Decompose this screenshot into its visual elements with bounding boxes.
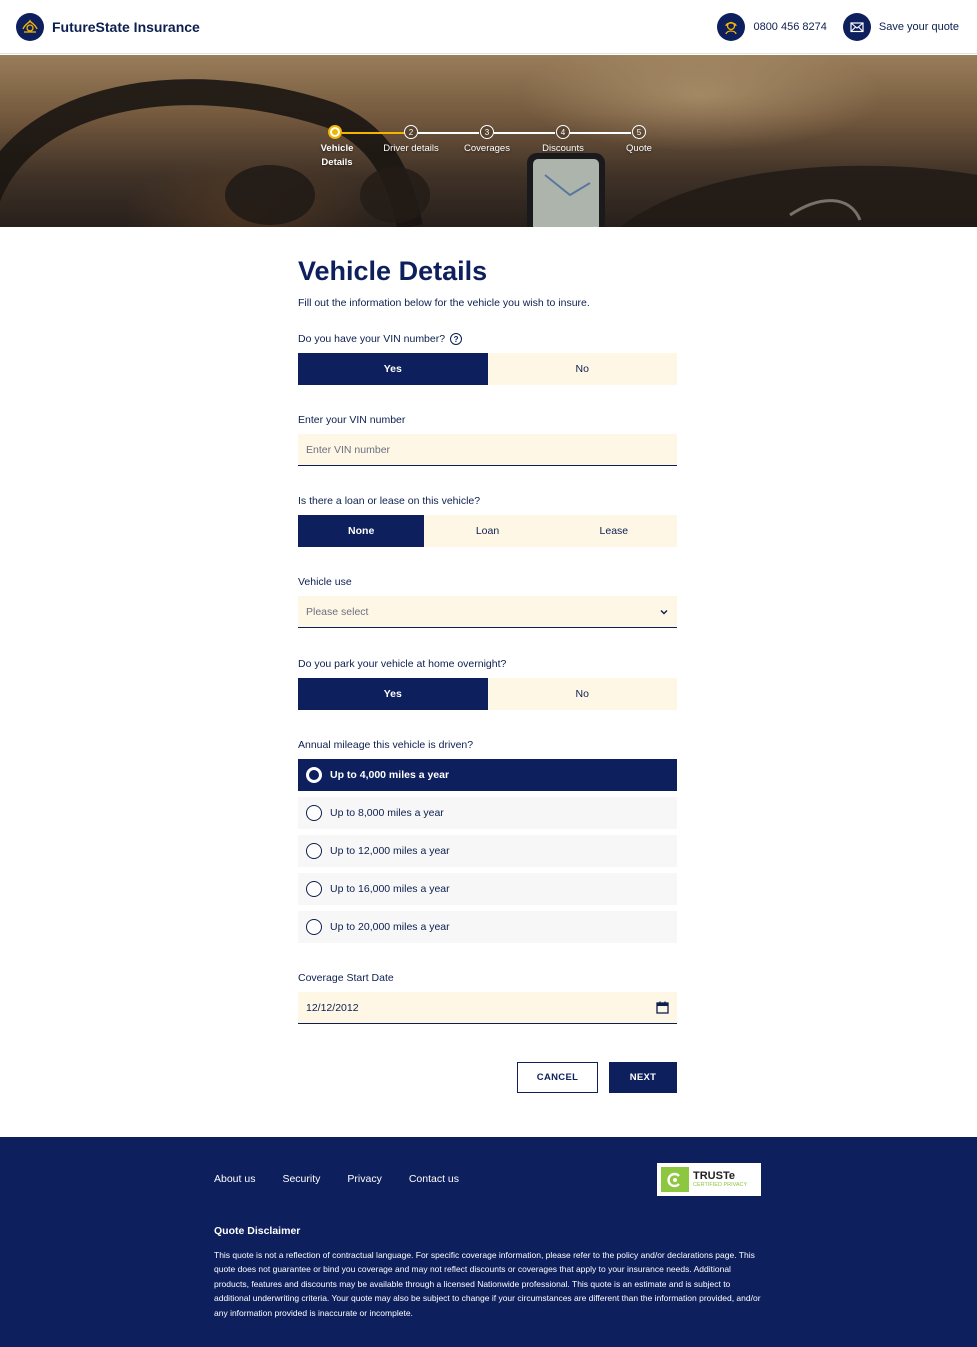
mileage-option-label: Up to 12,000 miles a year: [330, 845, 450, 857]
loan-none-button[interactable]: None: [298, 515, 424, 547]
vin-toggle: [298, 353, 677, 385]
save-quote-label: Save your quote: [878, 21, 959, 33]
step-1-dot[interactable]: [328, 125, 342, 139]
step-3-label: Coverages: [464, 143, 510, 154]
mileage-option-label: Up to 8,000 miles a year: [330, 807, 444, 819]
chevron-down-icon: [659, 607, 669, 617]
truste-name: TRUSTe: [693, 1170, 735, 1182]
mileage-option[interactable]: [298, 911, 677, 943]
save-quote-link[interactable]: [843, 13, 959, 41]
start-date-label: Coverage Start Date: [298, 972, 394, 984]
calendar-icon[interactable]: [656, 1001, 669, 1014]
vehicle-use-label: Vehicle use: [298, 576, 352, 588]
footer-links: [214, 1173, 486, 1185]
vin-label: Enter your VIN number: [298, 414, 406, 426]
loan-lease-button[interactable]: Lease: [599, 525, 629, 537]
step-connector: [342, 132, 404, 134]
vin-input[interactable]: [298, 434, 677, 466]
mileage-option[interactable]: [298, 873, 677, 905]
hero-banner: [0, 55, 977, 227]
start-date-value: 12/12/2012: [306, 1001, 359, 1014]
page-subtitle: Fill out the information below for the vehicle you wish to insure.: [298, 297, 590, 309]
step-4-dot[interactable]: 4: [556, 125, 570, 139]
park-no-button[interactable]: No: [575, 688, 589, 700]
footer-link-security[interactable]: Security: [282, 1173, 321, 1185]
progress-stepper: [320, 125, 660, 175]
help-icon[interactable]: ?: [450, 333, 462, 345]
step-5-label: Quote: [626, 143, 652, 154]
step-connector: [418, 132, 479, 134]
mileage-option-label: Up to 20,000 miles a year: [330, 921, 450, 933]
disclaimer-title: Quote Disclaimer: [214, 1225, 301, 1237]
vin-no-button[interactable]: No: [575, 363, 589, 375]
mileage-option[interactable]: [298, 835, 677, 867]
mileage-option-label: Up to 16,000 miles a year: [330, 883, 450, 895]
step-3-dot[interactable]: 3: [480, 125, 494, 139]
disclaimer-text: This quote is not a reflection of contractual language. For specific coverage information, please refer to the policy and/or declarations page. This quote does not guarantee or bind you coverage and may not reflect discounts or coverages that apply to your insurance needs. Additional products, features and discounts may be available through a licensed Nationwide professional. This quote is an estimate and is subject to additional underwriting criteria. Your quote may also be subject to change if your circumstances are different than the information provided, and/or any information provided is inaccurate or incomplete.: [214, 1250, 761, 1318]
mileage-option-label: Up to 4,000 miles a year: [330, 769, 450, 781]
loan-loan-button[interactable]: Loan: [475, 525, 500, 537]
site-header: [0, 0, 977, 54]
start-date-input[interactable]: [298, 992, 677, 1024]
radio-icon: [306, 843, 322, 859]
cancel-button[interactable]: CANCEL: [517, 1062, 598, 1093]
vehicle-details-form: [298, 256, 677, 1083]
mileage-option[interactable]: [298, 759, 677, 791]
step-connector: [570, 132, 631, 134]
phone-link[interactable]: [717, 13, 826, 41]
brand[interactable]: [16, 13, 200, 41]
vin-question: [298, 333, 462, 345]
envelope-icon: [843, 13, 871, 41]
step-5-dot[interactable]: 5: [632, 125, 646, 139]
vin-question-text: Do you have your VIN number?: [298, 333, 446, 345]
brand-name: FutureState Insurance: [52, 19, 200, 35]
footer-link-privacy[interactable]: Privacy: [347, 1173, 382, 1185]
loan-toggle: [298, 515, 677, 547]
step-4-label: Discounts: [542, 143, 584, 154]
footer-link-contact[interactable]: Contact us: [408, 1173, 460, 1185]
radio-icon: [306, 881, 322, 897]
truste-subtitle: CERTIFIED PRIVACY: [693, 1182, 748, 1188]
park-toggle: [298, 678, 677, 710]
park-question: Do you park your vehicle at home overnight?: [298, 658, 507, 670]
agent-icon: [717, 13, 745, 41]
vin-yes-button[interactable]: Yes: [298, 353, 488, 385]
step-2-label: Driver details: [383, 143, 439, 154]
vin-placeholder: Enter VIN number: [306, 443, 391, 456]
step-connector: [494, 132, 555, 134]
page-title: Vehicle Details: [298, 256, 488, 286]
park-yes-button[interactable]: Yes: [298, 678, 488, 710]
truste-badge[interactable]: [657, 1163, 761, 1196]
loan-question: Is there a loan or lease on this vehicle?: [298, 495, 481, 507]
radio-icon: [306, 767, 322, 783]
step-1-label: Vehicle Details: [320, 143, 354, 168]
step-2-dot[interactable]: 2: [404, 125, 418, 139]
mileage-question: Annual mileage this vehicle is driven?: [298, 739, 474, 751]
footer-link-about[interactable]: About us: [214, 1173, 256, 1185]
vehicle-use-placeholder: Please select: [306, 605, 369, 618]
mileage-option[interactable]: [298, 797, 677, 829]
logo-icon: [16, 13, 44, 41]
radio-icon: [306, 919, 322, 935]
site-footer: [0, 1137, 977, 1347]
phone-number: 0800 456 8274: [753, 21, 827, 33]
vehicle-use-select[interactable]: [298, 596, 677, 628]
next-button[interactable]: NEXT: [609, 1062, 677, 1093]
radio-icon: [306, 805, 322, 821]
truste-logo-icon: [661, 1167, 689, 1192]
